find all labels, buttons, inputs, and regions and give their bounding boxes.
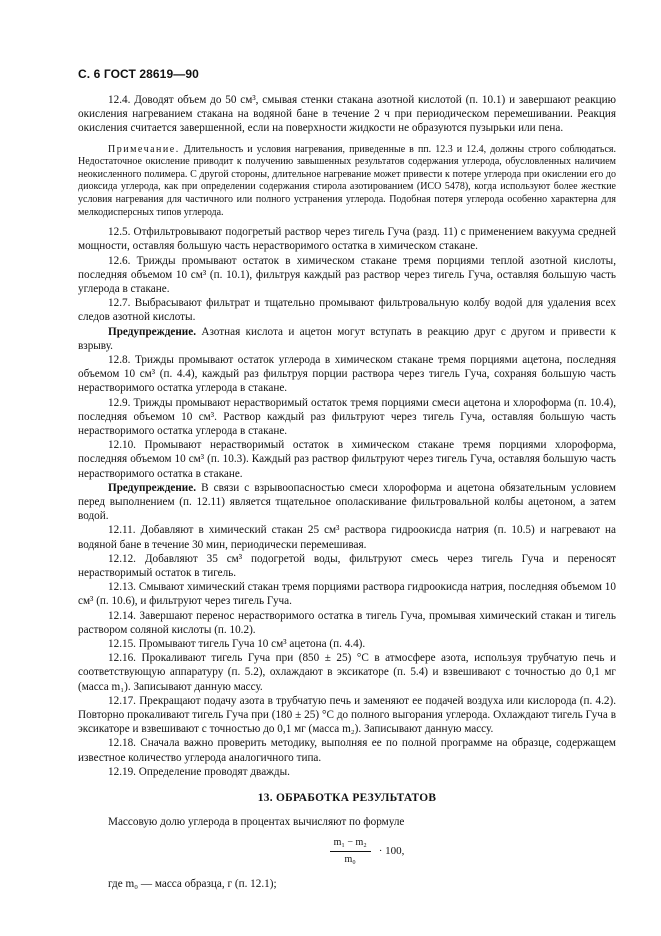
paragraph-12-14: 12.14. Завершают перенос нерастворимого остатка в тигель Гуча, промывая химический стакан и тигель раствором соляной кислоты (п. 10.2). <box>78 609 616 636</box>
page-header: С. 6 ГОСТ 28619—90 <box>78 67 199 81</box>
paragraph-12-12: 12.12. Добавляют 35 см³ подогретой воды, фильтруют смесь через тигель Гуча и переносят нерастворимый остаток в тигель. <box>78 552 616 580</box>
paragraph-12-16: 12.16. Прокаливают тигель Гуча при (850 ± 25) °С в атмосфере азота, используя трубчатую печь и соответствующую аппаратуру (п. 5.2), охлаждают в эксикаторе (п. 5.4) и взвешивают с точностью до 0,1 мг (масса m₁). Записывают данную массу. <box>78 652 616 693</box>
paragraph-12-4: 12.4. Доводят объем до 50 см³, смывая стенки стакана азотной кислотой (п. 10.1) и завершают реакцию окисления нагреванием стакана на водяной бане в течение 2 ч при периодическом перемешивании. Реакция окисления считается завершенной, если на поверхности жидкости не образуются пузырьки или пена. <box>78 94 616 135</box>
formula-denominator: m₀ <box>344 853 356 865</box>
formula-fraction <box>330 836 371 867</box>
warning-2-text: В связи с взрывоопасностью смеси хлороформа и ацетона обязательным условием перед выполнением (п. 12.11) является тщательное ополаскивание фильтровальной колбы ацетоном, а затем водой. <box>78 481 616 523</box>
warning-2 <box>78 481 616 524</box>
paragraph-12-6: 12.6. Трижды промывают остаток в химическом стакане тремя порциями теплой азотной кислоты, последняя объемом 10 см³ (п. 10.1), фильтруя каждый раз раствор через тигель Гуча, оставляя большую часть углерода в стакане. <box>78 254 616 295</box>
warning-2-label: Предупреждение. <box>108 481 197 494</box>
note-text: Длительность и условия нагревания, приведенные в пп. 12.3 и 12.4, должны строго соблюдаться. Недостаточное окисление приводит к получению завышенных результатов содержания углерода, обусловленных наличием неокисленного полимера. С другой стороны, длительное нагревание может привести к потере углерода при окислении его до диоксида углерода, как при определении содержания стирола азотированием (ИСО 5478), когда используют более жесткие условия нагревания для частичного или полного устранения углерода. Подобная потеря углерода особенно характерна для мелкодисперсных типов углерода. <box>78 143 616 218</box>
paragraph-12-11: 12.11. Добавляют в химический стакан 25 см³ раствора гидроокисда натрия (п. 10.5) и нагревают на водяной бане в течение 30 мин, периодически перемешивая. <box>78 524 616 551</box>
paragraph-12-5: 12.5. Отфильтровывают подогретый раствор через тигель Гуча (разд. 11) с применением вакуума средней мощности, оставляя большую часть нерастворимого остатка в химическом стакане. <box>78 226 616 253</box>
paragraph-12-13: 12.13. Смывают химический стакан тремя порциями раствора гидроокисда натрия, последняя объемом 10 см³ (п. 10.6), и фильтруют через тигель Гуча. <box>78 581 616 608</box>
paragraph-12-10: 12.10. Промывают нерастворимый остаток в химическом стакане тремя порциями хлороформа, последняя объемом 10 см³ (п. 10.3). Каждый раз раствор фильтруют через тигель Гуча, оставляя большую часть нерастворимого остатка в стакане. <box>78 439 616 480</box>
document-body <box>78 93 616 891</box>
paragraph-12-15: 12.15. Промывают тигель Гуча 10 см³ ацетона (п. 4.4). <box>108 638 366 651</box>
section-13-title: 13. ОБРАБОТКА РЕЗУЛЬТАТОВ <box>257 792 437 805</box>
formula <box>78 836 616 867</box>
warning-1-text: Азотная кислота и ацетон могут вступать в реакцию друг с другом и привести к взрыву. <box>78 325 616 352</box>
paragraph-12-7: 12.7. Выбрасывают фильтрат и тщательно промывают фильтровальную колбу водой для удаления всех следов азотной кислоты. <box>78 297 616 324</box>
paragraph-12-9: 12.9. Трижды промывают нерастворимый остаток тремя порциями смеси ацетона и хлороформа (п. 10.4), последняя объемом 10 см³. Раствор каждый раз фильтруют через тигель Гуча, оставляя большую часть нерастворимого остатка углерода в стакане. <box>78 396 616 438</box>
note-label: Примечание. <box>108 143 180 155</box>
paragraph-12-18: 12.18. Сначала важно проверить методику, выполняя ее по полной программе на образце, содержащем известное количество углерода аналогичного типа. <box>78 737 616 764</box>
formula-intro: Массовую долю углерода в процентах вычисляют по формуле <box>108 816 405 829</box>
note <box>78 144 616 220</box>
formula-where: где m₀ — масса образца, г (п. 12.1); <box>108 877 277 890</box>
formula-multiplier: · 100, <box>378 845 405 858</box>
formula-numerator: m₁ − m₂ <box>330 836 371 852</box>
paragraph-12-8: 12.8. Трижды промывают остаток углерода в химическом стакане тремя порциями ацетона, последняя объемом 10 см³ (п. 4.4), каждый раз фильтруя порции раствора через тигель Гуча, сохраняя большую часть нерастворимого остатка углерода в стакане. <box>78 354 616 395</box>
warning-1-label: Предупреждение. <box>108 325 197 338</box>
paragraph-12-17: 12.17. Прекращают подачу азота в трубчатую печь и заменяют ее подачей воздуха или кислорода (п. 4.2). Повторно прокаливают тигель Гуча при (180 ± 25) °С до полного выгорания углерода. Охлаждают тигель Гуча в эксикаторе и взвешивают с точностью до 0,1 мг (масса m₂). Записывают данную массу. <box>78 694 616 736</box>
warning-1 <box>78 325 616 353</box>
paragraph-12-19: 12.19. Определение проводят дважды. <box>108 765 290 778</box>
